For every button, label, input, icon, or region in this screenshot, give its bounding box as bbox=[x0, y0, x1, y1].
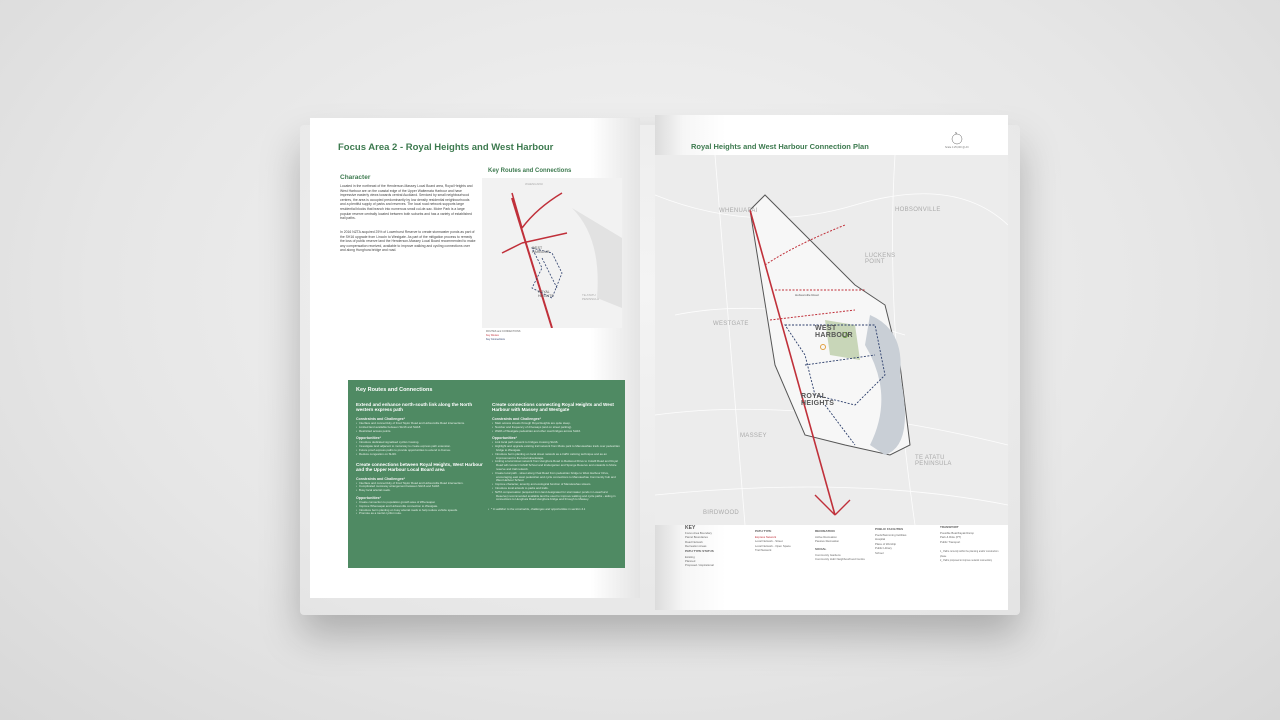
key-item: Existing bbox=[685, 554, 695, 559]
subheading: Opportunities* bbox=[356, 436, 381, 441]
key-title: KEY bbox=[685, 525, 696, 531]
character-paragraph-1: Located in the northeast of the Henderson-Massey Local Board area, Royal Heights and West Harbour are on the coastal edge of the Upper Waitemata Harbour and have impressive easterly views towards central Auckland. Serviced by small neighbourhood centres, the area is occupied predominantly by low density residential neighbourhoods and a plentiful supply of parks and reserves. The local road network supports large residential blocks that branch into numerous small cul-de-sac. Moire Park is a large popular reserve centrally located between both suburbs and has a variety of established trail paths. bbox=[340, 184, 473, 221]
box-column-1 bbox=[356, 400, 484, 516]
key-item: Proposed / Aspirational bbox=[685, 563, 714, 568]
list-item: • Reduce congestion on SH16. bbox=[356, 453, 484, 457]
map-label-te-atatu: TE ATATU PENINSULA bbox=[582, 293, 600, 301]
list-item: • Introduce dedicated signalised cyclist crossing. bbox=[356, 441, 484, 445]
key-heading: SOCIAL bbox=[815, 546, 827, 551]
subheading: Constraints and Challenges* bbox=[356, 476, 405, 481]
character-heading: Character bbox=[340, 174, 371, 181]
subheading: Constraints and Challenges* bbox=[356, 417, 405, 421]
key-item: Public Transport bbox=[940, 539, 961, 544]
label-royal-heights: ROYAL HEIGHTS bbox=[801, 393, 835, 407]
character-paragraph-2: In 2016 NZTA acquired 25% of Lowerhurst Reserve to create stormwater ponds as part of the SH16 upgrade from Lincoln to Westgate. As part of the mitigation process to remedy the loss of public reserve land the Henderson-Massey Local Board recommended to make any compensation received, available to improve walking and cycling connections over and along Hunghura bridge and road. bbox=[340, 230, 476, 253]
box-column-2 bbox=[492, 400, 620, 512]
label-hobsonville: HOBSONVILLE bbox=[895, 207, 941, 213]
map-label-west-harbour: WEST HARBOUR bbox=[532, 246, 550, 254]
key-item: Active Recreation bbox=[815, 535, 837, 539]
subheading: Opportunities* bbox=[356, 495, 381, 500]
footnote: • * In addition to the constraints, challenges and opportunities in section 4.1 bbox=[492, 508, 620, 512]
list-item: • Investigate land adjacent to motorway to create express path extension. bbox=[356, 445, 484, 449]
section-title: Create connections between Royal Heights, West Harbour and the Upper Harbour Local Board area bbox=[356, 461, 483, 472]
list-item: • Limited land available between SH16 and SH18. bbox=[356, 426, 484, 430]
key-heading: TRANSPORT bbox=[940, 525, 959, 529]
section-title: Create connections connecting Royal Heights and West Harbour with Massey and Westgate bbox=[492, 402, 614, 412]
subheading: Constraints and Challenges* bbox=[492, 417, 541, 421]
north-arrow-icon: N bbox=[955, 131, 958, 135]
map-key bbox=[685, 525, 1000, 595]
list-item: • Improve character, amenity and ecological function of Manutewhau stream. bbox=[492, 483, 620, 487]
map-heading: Key Routes and Connections bbox=[488, 168, 572, 174]
key-item: Recreation Areas bbox=[685, 544, 707, 549]
list-item: • Width of Westgate pedestrian and other road bridges across SH16. bbox=[492, 430, 620, 434]
section-title: Extend and enhance north-south link along the North western express path bbox=[356, 402, 473, 412]
subheading: Opportunities* bbox=[492, 436, 517, 441]
key-item: School bbox=[875, 550, 884, 555]
list-item: • Number and frequency of driveways (and on street parking). bbox=[492, 426, 620, 430]
key-routes-map bbox=[482, 178, 622, 328]
key-item: Road Network bbox=[685, 539, 703, 544]
key-item: Trail Network bbox=[755, 548, 772, 553]
scale-label: Scale 1:25,000 @ A3 bbox=[945, 146, 969, 149]
map-legend-routes: Key Routes bbox=[486, 334, 499, 337]
key-note: 1_ Paths currently within the planning and/or construction phase bbox=[940, 551, 999, 558]
key-item: Passive Recreation bbox=[815, 539, 840, 544]
list-item: • Create local path - street along Oval Road from pedestrian bridge to West Harbour Drive, encouraging east west pedestrian and cycle connections to Manutewhau Community hub and West Harbour School. bbox=[492, 472, 620, 483]
list-item: • Create connection to population growth area of Whenuapai. bbox=[356, 501, 484, 505]
key-item: Community Hub/ Neighbourhood Centre bbox=[815, 557, 865, 562]
key-item: Public Library bbox=[875, 546, 892, 551]
key-item: Local Network - Open Space bbox=[755, 543, 791, 548]
plan-title: Royal Heights and West Harbour Connection Plan bbox=[691, 142, 869, 151]
map-legend-title: ROUTES and CONNECTIONS bbox=[486, 330, 521, 333]
key-item: Community Gardens bbox=[815, 552, 841, 557]
key-item: Parcel Boundaries bbox=[685, 535, 708, 540]
map-label-whenuapai: WHENUAPAI bbox=[525, 182, 543, 186]
list-item: • Restricted access points. bbox=[356, 430, 484, 434]
label-te-atatu: TE ATATU PENINSULA bbox=[915, 455, 952, 467]
label-birdwood: BIRDWOOD bbox=[703, 510, 740, 516]
key-item: Planned bbox=[685, 559, 696, 564]
key-item: Place of Worship bbox=[875, 541, 897, 546]
box-title: Key Routes and Connections bbox=[356, 387, 433, 393]
key-item: Park & Ride (PT) bbox=[940, 535, 962, 540]
list-item: • Highlight and upgrade existing trail network from Moire park to Manutewhau track over pedestrian bridge to Westgate. bbox=[492, 445, 620, 453]
list-item: • Promote as a tourist cyclist route. bbox=[356, 512, 484, 516]
page-title: Focus Area 2 - Royal Heights and West Harbour bbox=[338, 142, 554, 153]
list-item: • Improve Whenuapai and Hobsonville connection to Westgate. bbox=[356, 505, 484, 509]
key-item: Local Network - Street bbox=[755, 539, 783, 544]
map-legend-connections: Key Connections bbox=[486, 338, 505, 341]
map-label-royal-heights: ROYAL HEIGHTS bbox=[538, 290, 554, 298]
key-note: 2_ Paths proposed to improve network connectivity bbox=[940, 560, 992, 563]
key-item: Pools/Swimming facilities bbox=[875, 533, 907, 537]
list-item: • NZTA compensation (acquired from land designated for stormwater ponds in Lowerhurst Reserve) recommended available land be used to improve walking and cycle paths - aiding in connections to Hunghura Road Hunghura bridge and through to Massey. bbox=[492, 491, 620, 502]
list-item: • Introduce local artwork to parks and trails. bbox=[492, 487, 620, 491]
list-item: • Busy local arterial roads. bbox=[356, 489, 484, 493]
key-heading: PATH TYPE STATUS bbox=[685, 548, 714, 553]
list-item: • Main access streets through Royal Heights are quite steep. bbox=[492, 422, 620, 426]
label-massey: MASSEY bbox=[740, 433, 767, 439]
label-luckens-point: LUCKENS POINT bbox=[865, 253, 896, 265]
list-item: • Introduce berm planting on busy arterial roads to help reduce vehicle speeds. bbox=[356, 509, 484, 513]
right-page bbox=[655, 115, 1008, 610]
list-item: • Interface and connectivity of Fred Taylor Road and Hobsonville Road intersection. bbox=[356, 482, 484, 486]
left-page bbox=[310, 118, 640, 598]
key-item: Focus Area Boundary bbox=[685, 531, 712, 535]
list-item: • Link local path network to bridges crossing SH16. bbox=[492, 441, 620, 445]
list-item: • Interface and connectivity of Fred Taylor Road and Hobsonville Road intersections. bbox=[356, 422, 484, 426]
key-heading: PUBLIC FACILITIES bbox=[875, 527, 904, 531]
list-item: • Linking a local street network from Hunghura Road to Redwood Drive to Colwill Road and Royal Road will connect Colwill School and kindergarten and Sponge Reserve and onwards to Moire reserve and trail network. bbox=[492, 460, 620, 471]
key-heading: PATH TYPE bbox=[755, 529, 772, 533]
list-item: • Future proof express paths to provide opportunities to extend to Kumeu. bbox=[356, 449, 484, 453]
list-item: • Complicated motorway arrangement between SH16 and SH18. bbox=[356, 485, 484, 489]
label-whenuapai: WHENUAPAI bbox=[719, 208, 758, 214]
label-westgate: WESTGATE bbox=[713, 321, 749, 327]
key-item: Possible Boat/Kayak Ramp bbox=[940, 531, 974, 535]
label-hobsonville-road: Hobsonville Road bbox=[795, 293, 819, 297]
list-item: • Introduce berm planting on local street network as a traffic calming technique and as an improvement to the local streetscape. bbox=[492, 453, 620, 461]
key-item: Express Network bbox=[755, 535, 777, 539]
label-west-harbour: WEST HARBOUR bbox=[815, 325, 853, 339]
key-heading: RECREATION bbox=[815, 529, 835, 533]
key-item: Hospital bbox=[875, 537, 886, 542]
key-routes-box bbox=[348, 380, 625, 568]
